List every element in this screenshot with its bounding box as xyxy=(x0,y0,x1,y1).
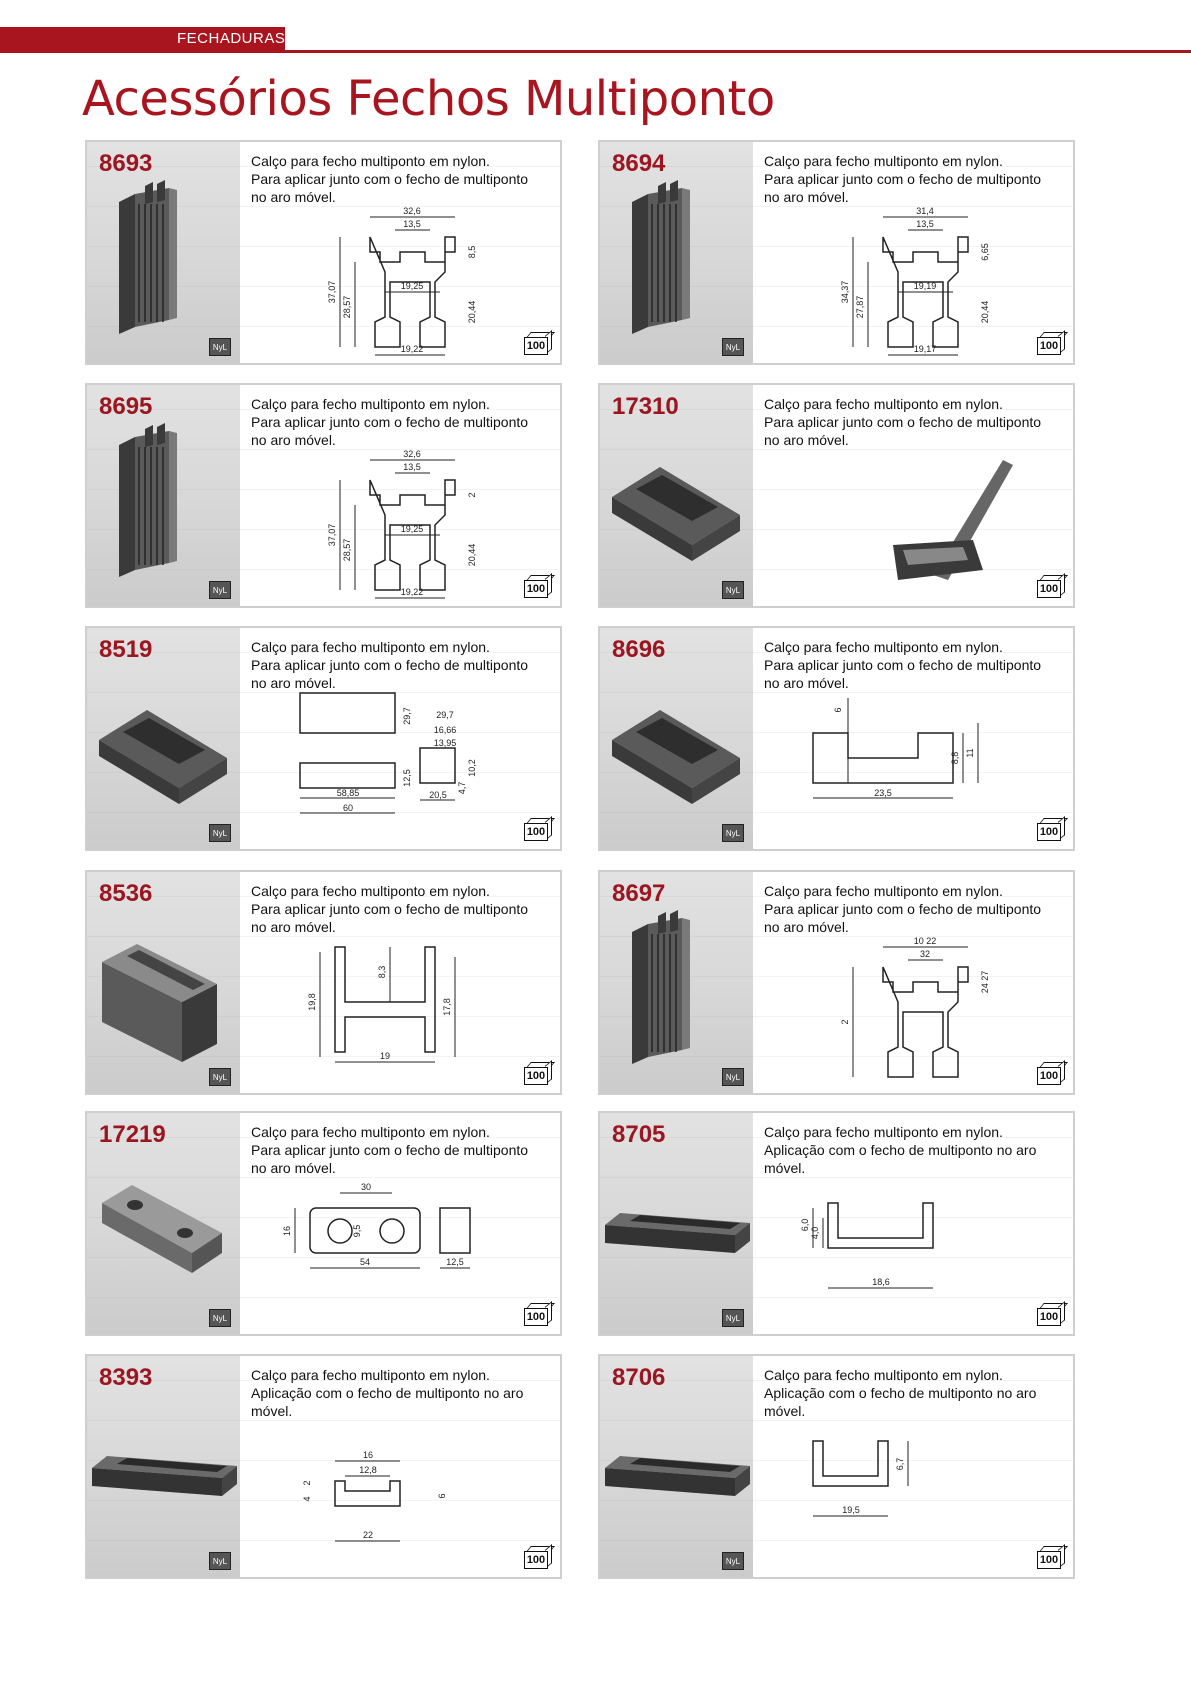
svg-text:34,37: 34,37 xyxy=(840,280,850,304)
description-line: Aplicação com o fecho de multiponto no aro xyxy=(764,1385,1037,1401)
product-code: 8706 xyxy=(612,1364,666,1391)
svg-text:6,0: 6,0 xyxy=(800,1218,810,1232)
description-line: Calço para fecho multiponto em nylon. xyxy=(764,883,1003,899)
svg-text:8,8: 8,8 xyxy=(950,751,960,765)
svg-text:17,8: 17,8 xyxy=(442,998,452,1016)
svg-text:8,5: 8,5 xyxy=(467,245,477,259)
box-quantity-icon xyxy=(1037,1303,1065,1327)
svg-text:11: 11 xyxy=(965,748,975,758)
svg-text:28,57: 28,57 xyxy=(342,538,352,562)
description-line: no aro móvel. xyxy=(251,919,336,935)
svg-text:29,7: 29,7 xyxy=(402,707,412,725)
svg-text:23,5: 23,5 xyxy=(874,788,892,798)
technical-drawing xyxy=(240,628,560,851)
svg-text:13,5: 13,5 xyxy=(403,219,421,229)
svg-text:9,5: 9,5 xyxy=(352,1224,362,1238)
product-code: 17219 xyxy=(99,1121,166,1148)
box-quantity-label: 100 xyxy=(524,1551,548,1569)
svg-text:2: 2 xyxy=(840,1019,850,1025)
box-quantity-icon xyxy=(524,332,552,356)
svg-text:4: 4 xyxy=(302,1496,312,1502)
material-badge: NyL xyxy=(722,581,744,599)
description-line: Para aplicar junto com o fecho de multiponto xyxy=(251,657,529,673)
product-card xyxy=(598,626,1075,851)
box-quantity-icon xyxy=(1037,575,1065,599)
svg-text:12,5: 12,5 xyxy=(446,1257,464,1267)
box-quantity-label: 100 xyxy=(524,823,548,841)
description-line: Aplicação com o fecho de multiponto no aro xyxy=(251,1385,524,1401)
svg-text:19,25: 19,25 xyxy=(400,281,424,291)
description-line: no aro móvel. xyxy=(764,675,849,691)
description-line: Calço para fecho multiponto em nylon. xyxy=(764,1367,1003,1383)
product-card xyxy=(85,383,562,608)
svg-text:19,25: 19,25 xyxy=(400,524,424,534)
svg-text:13,5: 13,5 xyxy=(403,462,421,472)
product-code: 8695 xyxy=(99,393,153,420)
description-line: no aro móvel. xyxy=(251,189,336,205)
product-code: 8693 xyxy=(99,150,153,177)
svg-text:16,66: 16,66 xyxy=(433,725,457,735)
description-line: Calço para fecho multiponto em nylon. xyxy=(251,153,490,169)
svg-text:2: 2 xyxy=(302,1480,312,1486)
svg-text:6: 6 xyxy=(437,1493,447,1499)
material-badge: NyL xyxy=(209,824,231,842)
product-code: 8393 xyxy=(99,1364,153,1391)
description-line: no aro móvel. xyxy=(764,919,849,935)
page-title: Acessórios Fechos Multiponto xyxy=(82,71,775,127)
svg-text:58,85: 58,85 xyxy=(336,788,360,798)
svg-text:4,0: 4,0 xyxy=(810,1226,820,1240)
svg-text:54: 54 xyxy=(359,1257,371,1267)
svg-text:19: 19 xyxy=(379,1051,391,1061)
box-quantity-label: 100 xyxy=(1037,823,1061,841)
svg-text:19,8: 19,8 xyxy=(307,993,317,1011)
description-line: no aro móvel. xyxy=(764,432,849,448)
description-line: Calço para fecho multiponto em nylon. xyxy=(251,1124,490,1140)
box-quantity-icon xyxy=(524,1062,552,1086)
svg-text:60: 60 xyxy=(342,803,354,813)
technical-drawing xyxy=(753,1113,1073,1336)
technical-drawing xyxy=(753,1356,1073,1579)
svg-text:2: 2 xyxy=(467,492,477,498)
svg-text:10 22: 10 22 xyxy=(913,936,937,946)
product-card xyxy=(598,140,1075,365)
material-badge: NyL xyxy=(722,824,744,842)
box-quantity-label: 100 xyxy=(1037,1308,1061,1326)
box-quantity-label: 100 xyxy=(524,1067,548,1085)
technical-drawing xyxy=(753,385,1073,608)
material-badge: NyL xyxy=(209,1309,231,1327)
svg-text:20,44: 20,44 xyxy=(980,300,990,324)
svg-text:32,6: 32,6 xyxy=(403,449,421,459)
description-line: Para aplicar junto com o fecho de multiponto xyxy=(764,414,1042,430)
technical-drawing xyxy=(240,1113,560,1336)
description-line: no aro móvel. xyxy=(251,675,336,691)
svg-text:19,19: 19,19 xyxy=(913,281,937,291)
box-quantity-label: 100 xyxy=(524,1308,548,1326)
svg-text:10,2: 10,2 xyxy=(467,759,477,777)
svg-text:19,22: 19,22 xyxy=(400,344,424,354)
product-card xyxy=(85,140,562,365)
box-quantity-icon xyxy=(524,1303,552,1327)
svg-text:24 27: 24 27 xyxy=(980,970,990,994)
description-line: Calço para fecho multiponto em nylon. xyxy=(251,1367,490,1383)
box-quantity-icon xyxy=(524,818,552,842)
description-line: Calço para fecho multiponto em nylon. xyxy=(764,153,1003,169)
description-line: Calço para fecho multiponto em nylon. xyxy=(764,639,1003,655)
svg-text:18,6: 18,6 xyxy=(872,1277,890,1287)
svg-text:20,44: 20,44 xyxy=(467,300,477,324)
product-card xyxy=(598,1354,1075,1579)
svg-text:27,87: 27,87 xyxy=(855,295,865,319)
technical-drawing xyxy=(240,872,560,1095)
svg-text:32: 32 xyxy=(919,949,931,959)
description-line: Para aplicar junto com o fecho de multiponto xyxy=(764,171,1042,187)
box-quantity-icon xyxy=(1037,1062,1065,1086)
box-quantity-icon xyxy=(1037,818,1065,842)
description-line: Calço para fecho multiponto em nylon. xyxy=(251,639,490,655)
technical-drawing xyxy=(753,142,1073,365)
svg-text:13,5: 13,5 xyxy=(916,219,934,229)
svg-text:6,65: 6,65 xyxy=(980,243,990,261)
product-card xyxy=(85,626,562,851)
description-line: móvel. xyxy=(251,1403,293,1419)
description-line: Para aplicar junto com o fecho de multiponto xyxy=(764,657,1042,673)
svg-text:19,22: 19,22 xyxy=(400,587,424,597)
box-quantity-label: 100 xyxy=(1037,337,1061,355)
technical-drawing xyxy=(753,872,1073,1095)
product-code: 8696 xyxy=(612,636,666,663)
product-card xyxy=(85,1111,562,1336)
product-code: 17310 xyxy=(612,393,679,420)
material-badge: NyL xyxy=(722,1552,744,1570)
svg-text:8,3: 8,3 xyxy=(377,965,387,979)
svg-text:28,57: 28,57 xyxy=(342,295,352,319)
description-line: móvel. xyxy=(764,1403,806,1419)
technical-drawing xyxy=(240,142,560,365)
product-card xyxy=(598,383,1075,608)
description-line: Aplicação com o fecho de multiponto no aro xyxy=(764,1142,1037,1158)
header-rule xyxy=(0,50,1191,53)
description-line: móvel. xyxy=(764,1160,806,1176)
description-line: Calço para fecho multiponto em nylon. xyxy=(764,396,1003,412)
technical-drawing xyxy=(240,1356,560,1579)
svg-text:16: 16 xyxy=(282,1225,292,1237)
product-code: 8519 xyxy=(99,636,153,663)
box-quantity-label: 100 xyxy=(1037,1067,1061,1085)
description-line: Calço para fecho multiponto em nylon. xyxy=(251,396,490,412)
description-line: Calço para fecho multiponto em nylon. xyxy=(764,1124,1003,1140)
material-badge: NyL xyxy=(209,1552,231,1570)
svg-text:29,7: 29,7 xyxy=(436,710,454,720)
box-quantity-label: 100 xyxy=(524,337,548,355)
section-label: FECHADURAS xyxy=(177,30,286,47)
description-line: Para aplicar junto com o fecho de multiponto xyxy=(251,901,529,917)
box-quantity-label: 100 xyxy=(524,580,548,598)
box-quantity-icon xyxy=(1037,332,1065,356)
description-line: no aro móvel. xyxy=(764,189,849,205)
material-badge: NyL xyxy=(722,1309,744,1327)
svg-text:12,5: 12,5 xyxy=(402,769,412,787)
material-badge: NyL xyxy=(722,1068,744,1086)
technical-drawing xyxy=(240,385,560,608)
product-code: 8536 xyxy=(99,880,153,907)
svg-text:13,95: 13,95 xyxy=(433,738,457,748)
description-line: Para aplicar junto com o fecho de multiponto xyxy=(764,901,1042,917)
product-card xyxy=(598,870,1075,1095)
svg-text:12,8: 12,8 xyxy=(359,1465,377,1475)
product-code: 8694 xyxy=(612,150,666,177)
box-quantity-icon xyxy=(524,575,552,599)
product-card xyxy=(85,1354,562,1579)
description-line: Para aplicar junto com o fecho de multiponto xyxy=(251,1142,529,1158)
svg-text:20,44: 20,44 xyxy=(467,543,477,567)
material-badge: NyL xyxy=(209,1068,231,1086)
box-quantity-icon xyxy=(524,1546,552,1570)
description-line: Calço para fecho multiponto em nylon. xyxy=(251,883,490,899)
svg-text:16: 16 xyxy=(362,1450,374,1460)
svg-text:19,5: 19,5 xyxy=(842,1505,860,1515)
box-quantity-label: 100 xyxy=(1037,580,1061,598)
material-badge: NyL xyxy=(209,581,231,599)
svg-text:6: 6 xyxy=(833,707,843,713)
product-card xyxy=(85,870,562,1095)
description-line: no aro móvel. xyxy=(251,1160,336,1176)
svg-text:37,07: 37,07 xyxy=(327,280,337,304)
material-badge: NyL xyxy=(209,338,231,356)
technical-drawing xyxy=(753,628,1073,851)
svg-text:19,17: 19,17 xyxy=(913,344,937,354)
svg-text:22: 22 xyxy=(362,1530,374,1540)
svg-text:20,5: 20,5 xyxy=(429,790,447,800)
product-code: 8705 xyxy=(612,1121,666,1148)
product-card xyxy=(598,1111,1075,1336)
material-badge: NyL xyxy=(722,338,744,356)
description-line: Para aplicar junto com o fecho de multiponto xyxy=(251,414,529,430)
description-line: Para aplicar junto com o fecho de multiponto xyxy=(251,171,529,187)
svg-text:4,7: 4,7 xyxy=(457,781,467,795)
svg-text:6,7: 6,7 xyxy=(895,1457,905,1471)
box-quantity-icon xyxy=(1037,1546,1065,1570)
description-line: no aro móvel. xyxy=(251,432,336,448)
product-code: 8697 xyxy=(612,880,666,907)
svg-text:37,07: 37,07 xyxy=(327,523,337,547)
box-quantity-label: 100 xyxy=(1037,1551,1061,1569)
svg-text:30: 30 xyxy=(360,1182,372,1192)
svg-text:31,4: 31,4 xyxy=(916,206,934,216)
svg-text:32,6: 32,6 xyxy=(403,206,421,216)
